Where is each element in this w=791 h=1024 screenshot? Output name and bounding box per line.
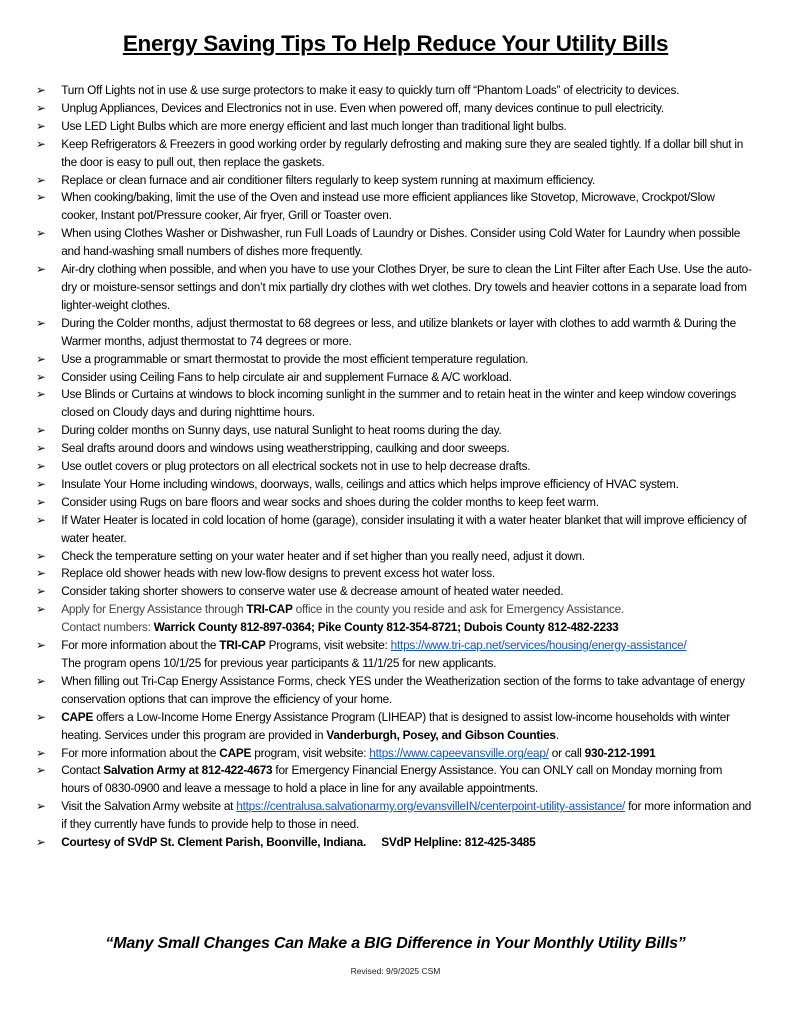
salvation-army-phone: Salvation Army at 812-422-4673	[103, 763, 273, 778]
list-item	[36, 494, 752, 512]
list-item	[36, 386, 752, 422]
list-item	[36, 673, 752, 709]
tip-text: During the Colder months, adjust thermostat to 68 degrees or less, and utilize blankets or layer with clothes to add warmth & During the Warmer months, adjust thermostat to 74 degrees or more.	[61, 315, 736, 348]
bullet-arrow-icon: ➢	[36, 83, 46, 97]
bullet-arrow-icon: ➢	[36, 387, 46, 402]
list-item: ➢ For more information about the TRI-CAP Programs, visit website: https://www.tri-cap.net/services/housing/energy-assistance/ The program opens 10/1/25 for previous year participants & 11/1/25 for new applicants.	[36, 637, 752, 673]
list-item	[36, 369, 752, 387]
tip-text: When using Clothes Washer or Dishwasher, run Full Loads of Laundry or Dishes. Consider using Cold Water for Laundry when possible and hand-washing small numbers of dishes more frequently.	[61, 226, 741, 259]
tip-text: Turn Off Lights not in use & use surge protectors to make it easy to quickly turn off “Phantom Loads” of electricity to devices.	[61, 83, 680, 97]
list-item	[36, 422, 752, 440]
list-item	[36, 136, 752, 172]
bullet-arrow-icon: ➢	[36, 548, 46, 563]
bullet-arrow-icon: ➢	[36, 494, 46, 509]
page-title: Energy Saving Tips To Help Reduce Your Utility Bills	[122, 31, 669, 56]
bullet-arrow-icon: ➢	[36, 100, 46, 115]
bullet-arrow-icon: ➢	[36, 602, 46, 617]
tip-text: Use Blinds or Curtains at windows to block incoming sunlight in the summer and to retain heat in the winter and keep window coverings closed on Cloudy days and during nighttime hours.	[61, 387, 737, 420]
bullet-arrow-icon: ➢	[36, 423, 46, 438]
list-item: ➢ CAPE offers a Low-Income Home Energy Assistance Program (LIHEAP) that is designed to assist low-income households with winter heating. Services under this program are provided in Vanderburgh, Posey, and Gibson Counties.	[36, 709, 752, 745]
tip-text: Check the temperature setting on your water heater and if set higher than you really need, adjust it down.	[61, 548, 585, 563]
cape-name: CAPE	[61, 709, 94, 724]
tip-text: Keep Refrigerators & Freezers in good working order by regularly defrosting and making sure they are sealed tightly. If a dollar bill shut in the door is easy to pull out, then replace the gaskets.	[61, 136, 744, 169]
list-item	[36, 512, 752, 548]
bullet-arrow-icon: ➢	[36, 118, 46, 133]
list-item	[36, 225, 752, 261]
bullet-arrow-icon: ➢	[36, 226, 46, 241]
bullet-arrow-icon: ➢	[36, 638, 46, 653]
list-item: ➢ Contact Salvation Army at 812-422-4673 for Emergency Financial Energy Assistance. You can ONLY call on Monday morning from hours of 0830-0900 and leave a message to hold a place in line for any available appointments.	[36, 762, 752, 798]
revision-note: Revised: 9/9/2025 CSM	[350, 966, 441, 976]
bullet-arrow-icon: ➢	[36, 745, 46, 760]
list-item: ➢ Apply for Energy Assistance through TRI-CAP office in the county you reside and ask for Emergency Assistance. Contact numbers: Warrick County 812-897-0364; Pike County 812-354-8721; Dubois County 812-482-2233	[36, 601, 752, 637]
tip-text: Replace or clean furnace and air conditioner filters regularly to keep system running at maximum efficiency.	[61, 172, 596, 187]
bullet-arrow-icon: ➢	[36, 262, 46, 277]
bullet-arrow-icon: ➢	[36, 172, 46, 187]
tip-text: Seal drafts around doors and windows using weatherstripping, caulking and door sweeps.	[61, 441, 510, 456]
list-item	[36, 440, 752, 458]
list-item	[36, 476, 752, 494]
contact-label: Contact numbers:	[61, 620, 154, 635]
tip-text: Use a programmable or smart thermostat to provide the most efficient temperature regulation.	[61, 351, 529, 366]
list-item	[36, 458, 752, 476]
list-item	[36, 834, 752, 852]
bullet-arrow-icon: ➢	[36, 835, 46, 850]
tip-text: Consider taking shorter showers to conserve water use & decrease amount of heated water needed.	[61, 584, 564, 599]
list-item	[36, 583, 752, 601]
bullet-arrow-icon: ➢	[36, 584, 46, 599]
tricap-name: TRI-CAP	[246, 602, 293, 617]
list-item	[36, 548, 752, 566]
tip-text: Use LED Light Bulbs which are more energy efficient and last much longer than traditional light bulbs.	[61, 118, 567, 133]
tip-text: When cooking/baking, limit the use of the Oven and instead use more efficient appliances like Stovetop, Microwave, Crockpot/Slow cooker, Instant pot/Pressure cooker, Air fryer, Grill or Toaster oven.	[61, 190, 715, 223]
bullet-arrow-icon: ➢	[36, 763, 46, 778]
list-item	[36, 565, 752, 583]
tricap-apply-text: Apply for Energy Assistance through	[61, 602, 247, 617]
courtesy-line: Courtesy of SVdP St. Clement Parish, Boonville, Indiana. SVdP Helpline: 812-425-3485	[61, 835, 536, 850]
list-item	[36, 315, 752, 351]
weatherization-text: When filling out Tri-Cap Energy Assistance Forms, check YES under the Weatherization section of the forms to take advantage of energy conservation options that can improve the efficiency of your home.	[61, 673, 745, 706]
list-item	[36, 82, 752, 100]
program-dates: The program opens 10/1/25 for previous year participants & 11/1/25 for new applicants.	[61, 656, 497, 670]
cape-website-link[interactable]: https://www.capeevansville.org/eap/	[369, 745, 549, 760]
tip-text: Replace old shower heads with new low-flow designs to prevent excess hot water loss.	[61, 566, 495, 581]
tip-text: Consider using Ceiling Fans to help circulate air and supplement Furnace & A/C workload.	[61, 369, 512, 384]
tip-text: Use outlet covers or plug protectors on all electrical sockets not in use to help decrease drafts.	[61, 459, 531, 474]
tricap-website-link[interactable]: https://www.tri-cap.net/services/housing/energy-assistance/	[390, 638, 687, 653]
contact-numbers: Warrick County 812-897-0364; Pike County 812-354-8721; Dubois County 812-482-2233	[153, 620, 619, 635]
bullet-arrow-icon: ➢	[36, 190, 46, 205]
bullet-arrow-icon: ➢	[36, 709, 46, 724]
tip-text: Unplug Appliances, Devices and Electronics not in use. Even when powered off, many devices continue to pull electricity.	[61, 100, 664, 115]
bullet-arrow-icon: ➢	[36, 369, 46, 384]
bullet-arrow-icon: ➢	[36, 136, 46, 151]
bullet-arrow-icon: ➢	[36, 459, 46, 474]
salvation-army-link[interactable]: https://centralusa.salvationarmy.org/evansvilleIN/centerpoint-utility-assistance/	[236, 799, 626, 814]
cape-phone: 930-212-1991	[584, 745, 656, 760]
list-item	[36, 189, 752, 225]
tip-text: Insulate Your Home including windows, doorways, walls, ceilings and attics which helps improve efficiency of HVAC system.	[61, 476, 679, 491]
tip-text: Air-dry clothing when possible, and when you have to use your Clothes Dryer, be sure to clean the Lint Filter after Each Use. Use the auto-dry or moisture-sensor settings and don’t mix partially dry clothes with wet clothes. Dry towels and heavier cottons in a separate load from lighter-weight clothes.	[61, 262, 752, 312]
bullet-arrow-icon: ➢	[36, 315, 46, 330]
bullet-arrow-icon: ➢	[36, 512, 46, 527]
bullet-arrow-icon: ➢	[36, 566, 46, 581]
list-item	[36, 261, 752, 315]
bullet-arrow-icon: ➢	[36, 441, 46, 456]
list-item: ➢ For more information about the CAPE program, visit website: https://www.capeevansville.org/eap/ or call 930-212-1991	[36, 745, 752, 763]
tip-text: If Water Heater is located in cold location of home (garage), consider insulating it with a water heater blanket that will improve efficiency of water heater.	[61, 512, 747, 545]
bullet-arrow-icon: ➢	[36, 351, 46, 366]
cape-counties: Vanderburgh, Posey, and Gibson Counties	[326, 727, 556, 742]
tip-text: During colder months on Sunny days, use natural Sunlight to heat rooms during the day.	[61, 423, 502, 438]
closing-quote: “Many Small Changes Can Make a BIG Difference in Your Monthly Utility Bills”	[105, 935, 686, 952]
list-item	[36, 118, 752, 136]
list-item	[36, 172, 752, 190]
bullet-arrow-icon: ➢	[36, 673, 46, 688]
tips-list	[36, 82, 752, 852]
tip-text: Consider using Rugs on bare floors and wear socks and shoes during the colder months to keep feet warm.	[61, 494, 599, 509]
list-item	[36, 351, 752, 369]
list-item: ➢ Visit the Salvation Army website at https://centralusa.salvationarmy.org/evansvilleIN/centerpoint-utility-assistance/ for more information and if they currently have funds to provide help to those in need.	[36, 798, 752, 834]
list-item	[36, 100, 752, 118]
bullet-arrow-icon: ➢	[36, 476, 46, 491]
bullet-arrow-icon: ➢	[36, 799, 46, 814]
